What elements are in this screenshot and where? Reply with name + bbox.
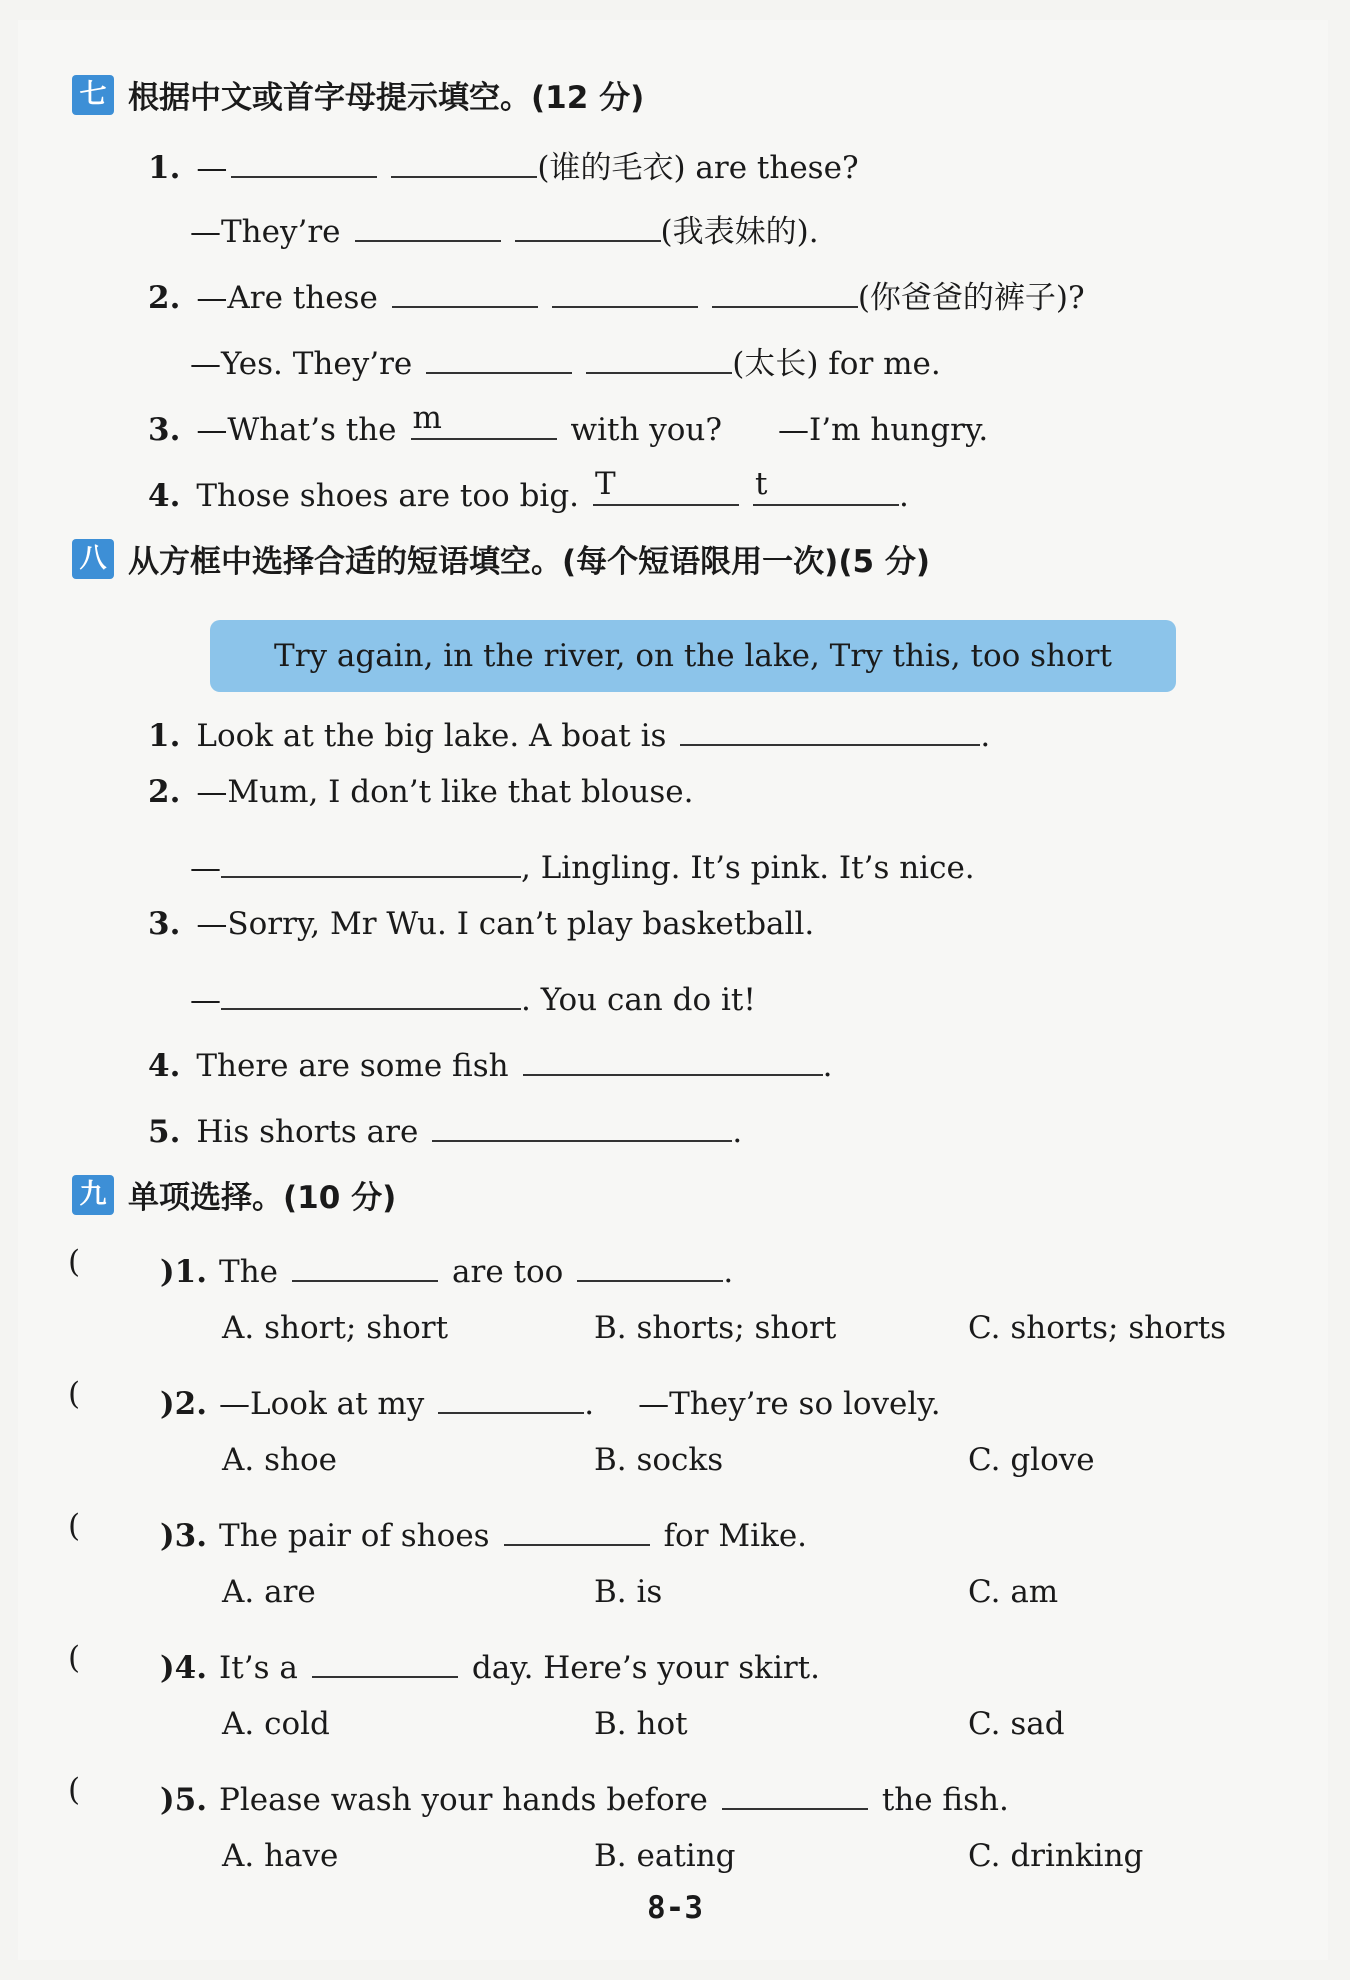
option-b[interactable]: B. eating	[594, 1838, 736, 1874]
question-number: 1.	[148, 718, 181, 754]
section-7-badge: 七	[72, 75, 114, 115]
s7-q1-line2	[190, 204, 819, 251]
s8-q2-line1	[148, 774, 693, 810]
dash: —	[190, 982, 221, 1018]
s7-q4	[148, 468, 909, 514]
option-a[interactable]: A. short; short	[222, 1310, 449, 1346]
s8-q2-line2	[190, 840, 975, 886]
section-9-badge: 九	[72, 1175, 114, 1215]
section-8-heading	[72, 536, 930, 581]
prompt-text: —Are these	[196, 280, 378, 316]
prompt-text: The	[219, 1254, 279, 1290]
prompt-text: The pair of shoes	[219, 1518, 490, 1554]
question-number: 1.	[148, 150, 181, 186]
prompt-text: the fish.	[881, 1782, 1009, 1818]
question-number: 5.	[148, 1114, 181, 1150]
period: .	[732, 1114, 743, 1150]
answer-blank[interactable]	[231, 140, 377, 178]
s7-q3	[148, 402, 988, 448]
answer-blank[interactable]	[593, 468, 739, 506]
option-b[interactable]: B. shorts; short	[594, 1310, 837, 1346]
option-b[interactable]: B. is	[594, 1574, 663, 1610]
option-c[interactable]: C. shorts; shorts	[968, 1310, 1227, 1346]
s7-q1-line1	[148, 140, 859, 187]
question-number: )5.	[160, 1782, 208, 1818]
answer-blank[interactable]	[722, 1772, 868, 1810]
question-number: 2.	[148, 280, 181, 316]
option-a[interactable]: A. are	[222, 1574, 316, 1610]
option-c[interactable]: C. sad	[968, 1706, 1065, 1742]
prompt-text: Please wash your hands before	[219, 1782, 708, 1818]
prompt-text: are too	[452, 1254, 564, 1290]
prompt-text: for Mike.	[663, 1518, 808, 1554]
answer-blank[interactable]	[432, 1104, 732, 1142]
initial-letter: T	[595, 466, 616, 502]
reply-text: —I’m hungry.	[778, 412, 989, 448]
answer-bracket[interactable]: (	[68, 1376, 81, 1412]
period: .	[980, 718, 991, 754]
question-number: )4.	[160, 1650, 208, 1686]
question-number: 4.	[148, 1048, 181, 1084]
prompt-text: Those shoes are too big.	[196, 478, 580, 514]
dash: —	[190, 850, 221, 886]
answer-blank[interactable]	[426, 336, 572, 374]
question-number: 2.	[148, 774, 181, 810]
page-number: 8-3	[647, 1890, 703, 1926]
prompt-text: —What’s the	[196, 412, 397, 448]
s7-q2-line1	[148, 270, 1085, 317]
prompt-text: day. Here’s your skirt.	[471, 1650, 820, 1686]
prompt-text: —They’re	[190, 214, 341, 250]
section-9-title: 单项选择。(10 分)	[128, 1180, 397, 1216]
period: .	[822, 1048, 833, 1084]
dash: —	[196, 150, 228, 186]
option-c[interactable]: C. am	[968, 1574, 1059, 1610]
prompt-text: His shorts are	[196, 1114, 419, 1150]
hint-text: (谁的毛衣) are these?	[537, 150, 859, 186]
option-a[interactable]: A. have	[222, 1838, 339, 1874]
option-b[interactable]: B. socks	[594, 1442, 724, 1478]
question-number: 3.	[148, 412, 181, 448]
s8-q3-line1	[148, 906, 814, 942]
section-8-badge: 八	[72, 539, 114, 579]
answer-blank[interactable]	[515, 204, 661, 242]
option-b[interactable]: B. hot	[594, 1706, 688, 1742]
initial-letter: t	[755, 466, 768, 502]
answer-blank[interactable]	[411, 402, 557, 440]
period: .	[584, 1386, 595, 1422]
question-number: )3.	[160, 1518, 208, 1554]
answer-bracket[interactable]: (	[68, 1244, 81, 1280]
hint-text: (我表妹的).	[660, 214, 819, 250]
s8-q1	[148, 708, 990, 754]
s8-q3-line2	[190, 972, 756, 1018]
option-a[interactable]: A. shoe	[222, 1442, 337, 1478]
s9-q1	[160, 1244, 733, 1290]
answer-blank[interactable]	[577, 1244, 723, 1282]
initial-letter: m	[412, 400, 442, 436]
answer-blank[interactable]	[392, 270, 538, 308]
hint-text: (太长) for me.	[732, 346, 941, 382]
s8-q4	[148, 1038, 832, 1084]
section-7-title: 根据中文或首字母提示填空。(12 分)	[128, 80, 645, 116]
phrase-list: Try again, in the river, on the lake, Try this, too short	[274, 638, 1112, 674]
answer-blank[interactable]	[504, 1508, 650, 1546]
prompt-text: . You can do it!	[521, 982, 756, 1018]
answer-bracket[interactable]: (	[68, 1508, 81, 1544]
answer-blank[interactable]	[712, 270, 858, 308]
option-c[interactable]: C. glove	[968, 1442, 1095, 1478]
prompt-text: —Sorry, Mr Wu. I can’t play basketball.	[196, 906, 815, 942]
prompt-text: —Mum, I don’t like that blouse.	[196, 774, 694, 810]
option-c[interactable]: C. drinking	[968, 1838, 1144, 1874]
prompt-text: It’s a	[219, 1650, 298, 1686]
answer-blank[interactable]	[753, 468, 899, 506]
question-number: )2.	[160, 1386, 208, 1422]
prompt-text: —Yes. They’re	[190, 346, 413, 382]
answer-blank[interactable]	[586, 336, 732, 374]
s9-q4	[160, 1640, 820, 1686]
prompt-text: , Lingling. It’s pink. It’s nice.	[521, 850, 975, 886]
answer-blank[interactable]	[221, 840, 521, 878]
option-a[interactable]: A. cold	[222, 1706, 330, 1742]
section-8-title: 从方框中选择合适的短语填空。(每个短语限用一次)(5 分)	[128, 544, 931, 580]
section-9-heading	[72, 1172, 396, 1217]
question-number: 3.	[148, 906, 181, 942]
s8-q5	[148, 1104, 742, 1150]
answer-blank[interactable]	[680, 708, 980, 746]
period: .	[899, 478, 909, 514]
prompt-text: with you?	[570, 412, 723, 448]
answer-blank[interactable]	[312, 1640, 458, 1678]
question-number: )1.	[160, 1254, 208, 1290]
answer-bracket[interactable]: (	[68, 1772, 81, 1808]
prompt-text: —Look at my	[219, 1386, 425, 1422]
s7-q2-line2	[190, 336, 941, 383]
answer-blank[interactable]	[523, 1038, 823, 1076]
s9-q3	[160, 1508, 807, 1554]
answer-blank[interactable]	[292, 1244, 438, 1282]
answer-blank[interactable]	[391, 140, 537, 178]
prompt-text: Look at the big lake. A boat is	[196, 718, 667, 754]
answer-blank[interactable]	[552, 270, 698, 308]
reply-text: —They’re so lovely.	[638, 1386, 941, 1422]
period: .	[723, 1254, 734, 1290]
answer-blank[interactable]	[355, 204, 501, 242]
answer-blank[interactable]	[221, 972, 521, 1010]
answer-bracket[interactable]: (	[68, 1640, 81, 1676]
question-number: 4.	[148, 478, 181, 514]
phrase-box	[210, 620, 1176, 692]
hint-text: (你爸爸的裤子)?	[857, 280, 1085, 316]
section-7-heading	[72, 72, 644, 117]
answer-blank[interactable]	[438, 1376, 584, 1414]
prompt-text: There are some fish	[196, 1048, 509, 1084]
s9-q2	[160, 1376, 941, 1422]
s9-q5	[160, 1772, 1009, 1818]
